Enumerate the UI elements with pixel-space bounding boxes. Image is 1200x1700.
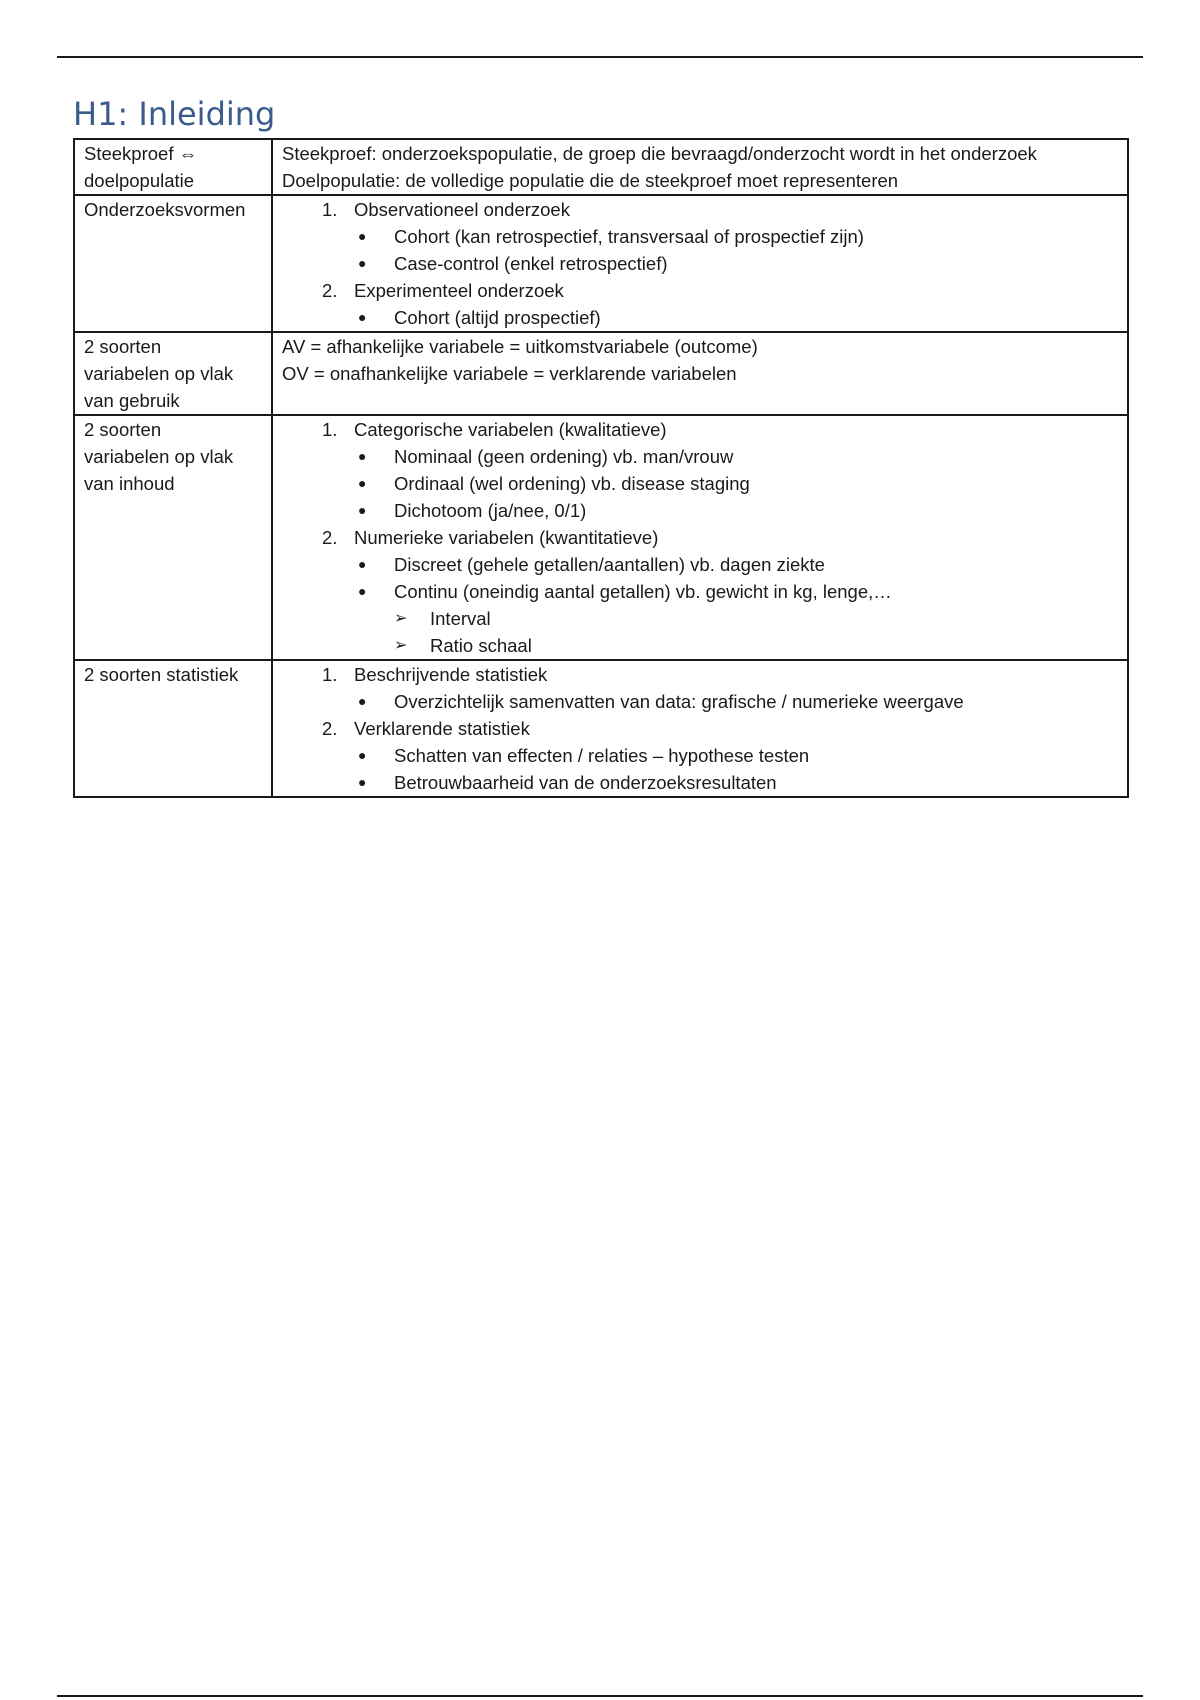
bullet-icon: ● xyxy=(358,774,367,790)
number-marker: 2. xyxy=(322,718,338,739)
bullet-item xyxy=(282,304,1119,331)
arrow-item-text: Ratio schaal xyxy=(430,635,532,656)
bullet-icon: ● xyxy=(358,448,367,464)
footer-rule xyxy=(57,1695,1143,1697)
bullet-icon: ● xyxy=(358,747,367,763)
table-row xyxy=(74,332,1128,415)
row-label-cell xyxy=(74,195,272,332)
numbered-item xyxy=(282,524,1119,551)
bullet-item xyxy=(282,769,1119,796)
numbered-item-text: Numerieke variabelen (kwantitatieve) xyxy=(354,527,659,548)
row-content-cell xyxy=(272,195,1128,332)
row-content-cell xyxy=(272,415,1128,660)
bullet-item-text: Schatten van effecten / relaties – hypothese testen xyxy=(394,745,810,766)
bullet-item xyxy=(282,688,1119,715)
numbered-item xyxy=(282,661,1119,688)
bullet-item-text: Nominaal (geen ordening) vb. man/vrouw xyxy=(394,446,734,467)
row-label-line: van gebruik xyxy=(84,390,180,411)
bullet-icon: ● xyxy=(358,502,367,518)
page-title: H1: Inleiding xyxy=(73,95,276,133)
row-content-cell xyxy=(272,660,1128,797)
row-label-line: variabelen op vlak xyxy=(84,363,234,384)
bullet-item xyxy=(282,742,1119,769)
table-row xyxy=(74,195,1128,332)
bullet-item-text: Dichotoom (ja/nee, 0/1) xyxy=(394,500,587,521)
row-content-cell xyxy=(272,139,1128,195)
bullet-item-text: Overzichtelijk samenvatten van data: grafische / numerieke weergave xyxy=(394,691,964,712)
row-label-line: 2 soorten xyxy=(84,336,162,357)
arrow-icon: ➢ xyxy=(394,637,408,654)
bullet-icon: ● xyxy=(358,556,367,572)
number-marker: 2. xyxy=(322,280,338,301)
row-label-line: van inhoud xyxy=(84,473,175,494)
arrow-item-text: Interval xyxy=(430,608,491,629)
bullet-icon: ● xyxy=(358,255,367,271)
row-label-line: Steekproef ⇔ xyxy=(84,143,198,164)
row-label-line: doelpopulatie xyxy=(84,170,195,191)
numbered-item-text: Observationeel onderzoek xyxy=(354,199,570,220)
bullet-item-text: Cohort (altijd prospectief) xyxy=(394,307,601,328)
row-label-line: 2 soorten statistiek xyxy=(84,664,239,685)
numbered-item xyxy=(282,715,1119,742)
content-line: OV = onafhankelijke variabele = verklarende variabelen xyxy=(282,363,737,384)
arrow-item xyxy=(282,605,1119,632)
row-label-cell xyxy=(74,139,272,195)
table-row xyxy=(74,139,1128,195)
row-content-cell xyxy=(272,332,1128,415)
table-row xyxy=(74,660,1128,797)
bullet-icon: ● xyxy=(358,228,367,244)
bullet-icon: ● xyxy=(358,475,367,491)
bullet-icon: ● xyxy=(358,693,367,709)
content-line: AV = afhankelijke variabele = uitkomstvariabele (outcome) xyxy=(282,336,758,357)
number-marker: 1. xyxy=(322,419,338,440)
row-label-cell xyxy=(74,660,272,797)
row-label-line: Onderzoeksvormen xyxy=(84,199,246,220)
bullet-icon: ● xyxy=(358,583,367,599)
row-label-cell xyxy=(74,332,272,415)
bullet-item-text: Case-control (enkel retrospectief) xyxy=(394,253,668,274)
notes-table xyxy=(73,138,1129,798)
row-label-cell xyxy=(74,415,272,660)
bullet-item xyxy=(282,578,1119,605)
bullet-icon: ● xyxy=(358,309,367,325)
row-label-line: variabelen op vlak xyxy=(84,446,234,467)
header-rule xyxy=(57,56,1143,58)
bullet-item xyxy=(282,223,1119,250)
content-line: Doelpopulatie: de volledige populatie die de steekproef moet representeren xyxy=(282,170,899,191)
row-label-line: 2 soorten xyxy=(84,419,162,440)
numbered-item xyxy=(282,196,1119,223)
arrow-item xyxy=(282,632,1119,659)
number-marker: 1. xyxy=(322,664,338,685)
bullet-item-text: Cohort (kan retrospectief, transversaal of prospectief zijn) xyxy=(394,226,864,247)
bullet-item xyxy=(282,443,1119,470)
numbered-item-text: Beschrijvende statistiek xyxy=(354,664,548,685)
bullet-item xyxy=(282,470,1119,497)
numbered-item xyxy=(282,277,1119,304)
bullet-item xyxy=(282,497,1119,524)
number-marker: 1. xyxy=(322,199,338,220)
bullet-item xyxy=(282,551,1119,578)
numbered-item-text: Categorische variabelen (kwalitatieve) xyxy=(354,419,667,440)
bullet-item-text: Continu (oneindig aantal getallen) vb. gewicht in kg, lenge,… xyxy=(394,581,892,602)
table-row xyxy=(74,415,1128,660)
bullet-item-text: Ordinaal (wel ordening) vb. disease staging xyxy=(394,473,750,494)
bullet-item-text: Betrouwbaarheid van de onderzoeksresultaten xyxy=(394,772,777,793)
arrow-icon: ➢ xyxy=(394,610,408,627)
numbered-item-text: Verklarende statistiek xyxy=(354,718,530,739)
numbered-item-text: Experimenteel onderzoek xyxy=(354,280,564,301)
content-line: Steekproef: onderzoekspopulatie, de groep die bevraagd/onderzocht wordt in het onderzoek xyxy=(282,143,1037,164)
numbered-item xyxy=(282,416,1119,443)
bullet-item-text: Discreet (gehele getallen/aantallen) vb. dagen ziekte xyxy=(394,554,825,575)
bullet-item xyxy=(282,250,1119,277)
number-marker: 2. xyxy=(322,527,338,548)
